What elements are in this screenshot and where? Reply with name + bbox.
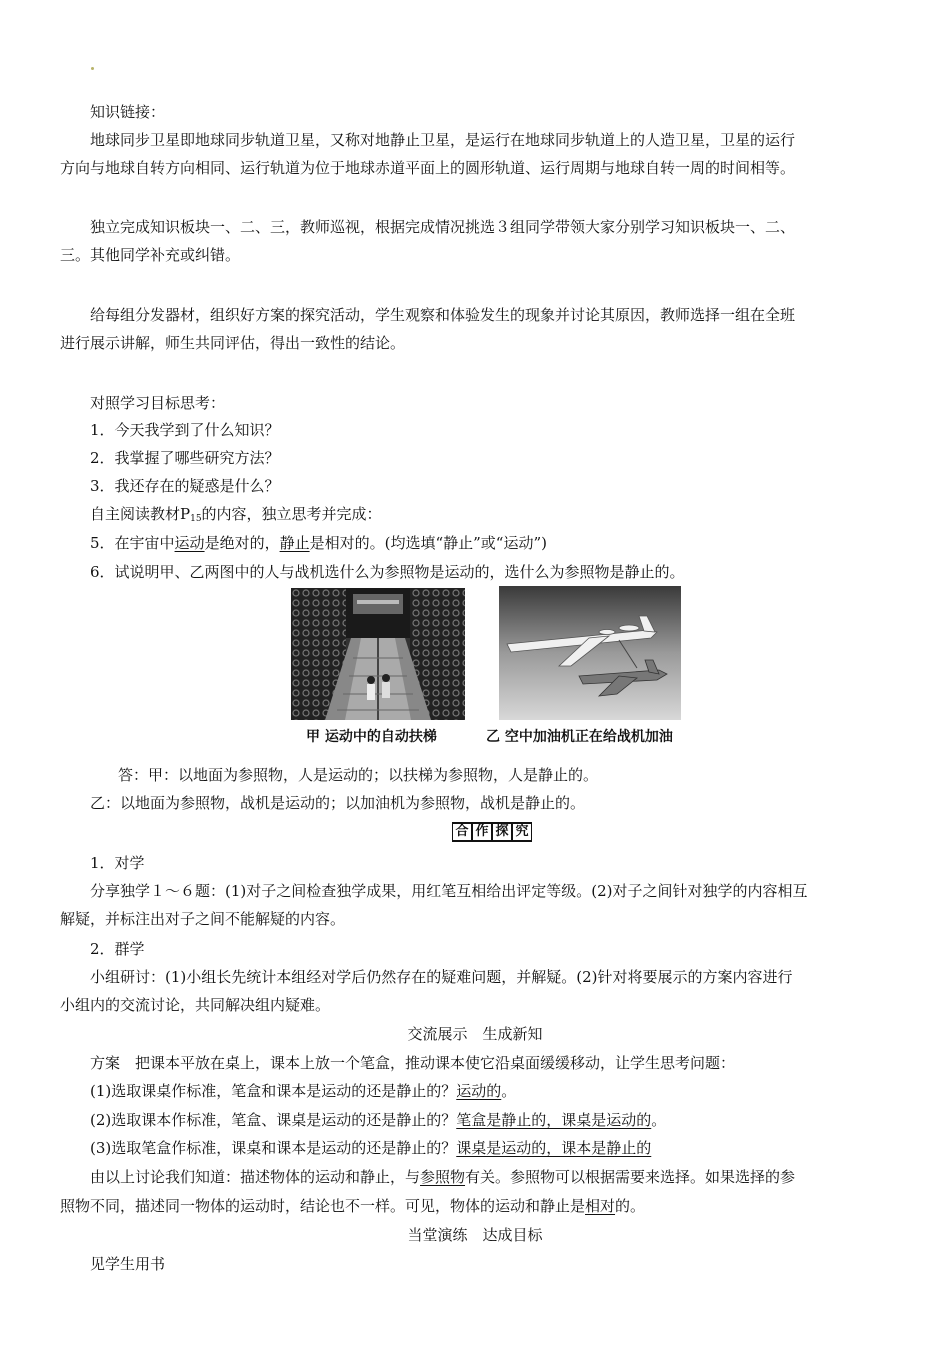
conclusion-answer-2: 相对 [585,1197,616,1215]
step-2-answer: 笔盒是静止的，课桌是运动的 [456,1111,652,1129]
section-heading-exchange: 交流展示 生成新知 [407,1025,543,1043]
badge-char: 究 [513,824,531,840]
coop-heading-2: 2．群学 [90,940,145,958]
figure-caption-b: 乙 空中加油机正在给战机加油 [486,729,673,745]
independent-line-2: 三。其他同学补充或纠错。 [60,246,241,264]
badge-char: 合 [453,824,471,840]
q5-mid: 是绝对的， [204,534,280,552]
answer-line-1: 答：甲：以地面为参照物，人是运动的；以扶梯为参照物，人是静止的。 [118,766,599,784]
q5-answer-2: 静止 [279,534,310,552]
footer-reference: 见学生用书 [90,1255,166,1273]
reflect-question-1: 1．今天我学到了什么知识？ [90,421,280,439]
conclusion2-end: 的。 [615,1197,646,1215]
section-heading-practice: 当堂演练 达成目标 [407,1226,543,1244]
refueling-photo [499,586,681,720]
q5-post: 是相对的。(均选填“静止”或“运动”) [309,534,547,552]
independent-line-1: 独立完成知识板块一、二、三，教师巡视，根据完成情况挑选３组同学带领大家分别学习知识板块一、二、 [90,218,796,236]
reading-instruction [90,504,382,529]
experiment-line-2: 进行展示讲解，师生共同评估，得出一致性的结论。 [60,334,406,352]
step-1-answer: 运动的 [456,1082,502,1100]
answer-line-2: 乙：以地面为参照物，战机是运动的；以加油机为参照物，战机是静止的。 [90,794,586,812]
badge-char: 作 [473,824,491,840]
conclusion-mid: 有关。参照物可以根据需要来选择。如果选择的参 [465,1168,796,1186]
conclusion-line-2 [60,1196,645,1216]
plan-step-1 [90,1081,516,1101]
badge-char: 探 [493,824,511,840]
coop-heading-1: 1．对学 [90,854,145,872]
question-5 [90,533,547,553]
step-1-end: 。 [501,1082,517,1100]
conclusion2-pre: 照物不同，描述同一物体的运动时，结论也不一样。可见，物体的运动和静止是 [60,1197,586,1215]
step-3-answer: 课桌是运动的，课本是静止的 [456,1139,652,1157]
plan-intro: 方案 把课本平放在桌上，课本上放一个笔盒，推动课本使它沿桌面缓缓移动，让学生思考问题： [90,1054,736,1072]
reading-page-number: 15 [190,514,202,524]
knowledge-line-1: 地球同步卫星即地球同步轨道卫星，又称对地静止卫星，是运行在地球同步轨道上的人造卫星，卫星的运行 [90,131,796,149]
experiment-line-1: 给每组分发器材，组织好方案的探究活动，学生观察和体验发生的现象并讨论其原因，教师选择一组在全班 [90,306,796,324]
step-1-question: (1)选取课桌作标准，笔盒和课本是运动的还是静止的？ [90,1082,457,1100]
coop-paragraph-1b: 解疑，并标注出对子之间不能解疑的内容。 [60,910,346,928]
q5-pre: 5．在宇宙中 [90,534,175,552]
plan-step-3 [90,1138,651,1158]
figure-caption-a: 甲 运动中的自动扶梯 [306,729,437,745]
reflect-question-2: 2．我掌握了哪些研究方法？ [90,449,280,467]
reading-post: 的内容，独立思考并完成： [201,505,382,523]
conclusion-line-1 [90,1167,795,1187]
question-6: 6．试说明甲、乙两图中的人与战机选什么为参照物是运动的，选什么为参照物是静止的。 [90,563,685,581]
cooperative-inquiry-badge [452,822,532,842]
stray-mark [91,67,94,70]
step-2-question: (2)选取课本作标准，笔盒、课桌是运动的还是静止的？ [90,1111,457,1129]
knowledge-heading: 知识链接： [90,103,166,121]
coop-paragraph-1a: 分享独学１～６题：(1)对子之间检查独学成果，用红笔互相给出评定等级。(2)对子之间针对独学的内容相互 [90,882,808,900]
conclusion-answer-1: 参照物 [420,1168,466,1186]
reading-pre: 自主阅读教材P [90,505,191,523]
knowledge-line-2: 方向与地球自转方向相同、运行轨道为位于地球赤道平面上的圆形轨道、运行周期与地球自转一周的时间相等。 [60,159,796,177]
reflect-question-3: 3．我还存在的疑惑是什么？ [90,477,280,495]
step-2-end: 。 [651,1111,667,1129]
conclusion-pre: 由以上讨论我们知道：描述物体的运动和静止，与 [90,1168,421,1186]
reflect-heading: 对照学习目标思考： [90,394,226,412]
coop-paragraph-2b: 小组内的交流讨论，共同解决组内疑难。 [60,996,331,1014]
q5-answer-1: 运动 [174,534,205,552]
plan-step-2 [90,1110,666,1130]
coop-paragraph-2a: 小组研讨：(1)小组长先统计本组经对学后仍然存在的疑难问题，并解疑。(2)针对将要展示的方案内容进行 [90,968,793,986]
escalator-photo [291,588,465,720]
step-3-question: (3)选取笔盒作标准，课桌和课本是运动的还是静止的？ [90,1139,457,1157]
